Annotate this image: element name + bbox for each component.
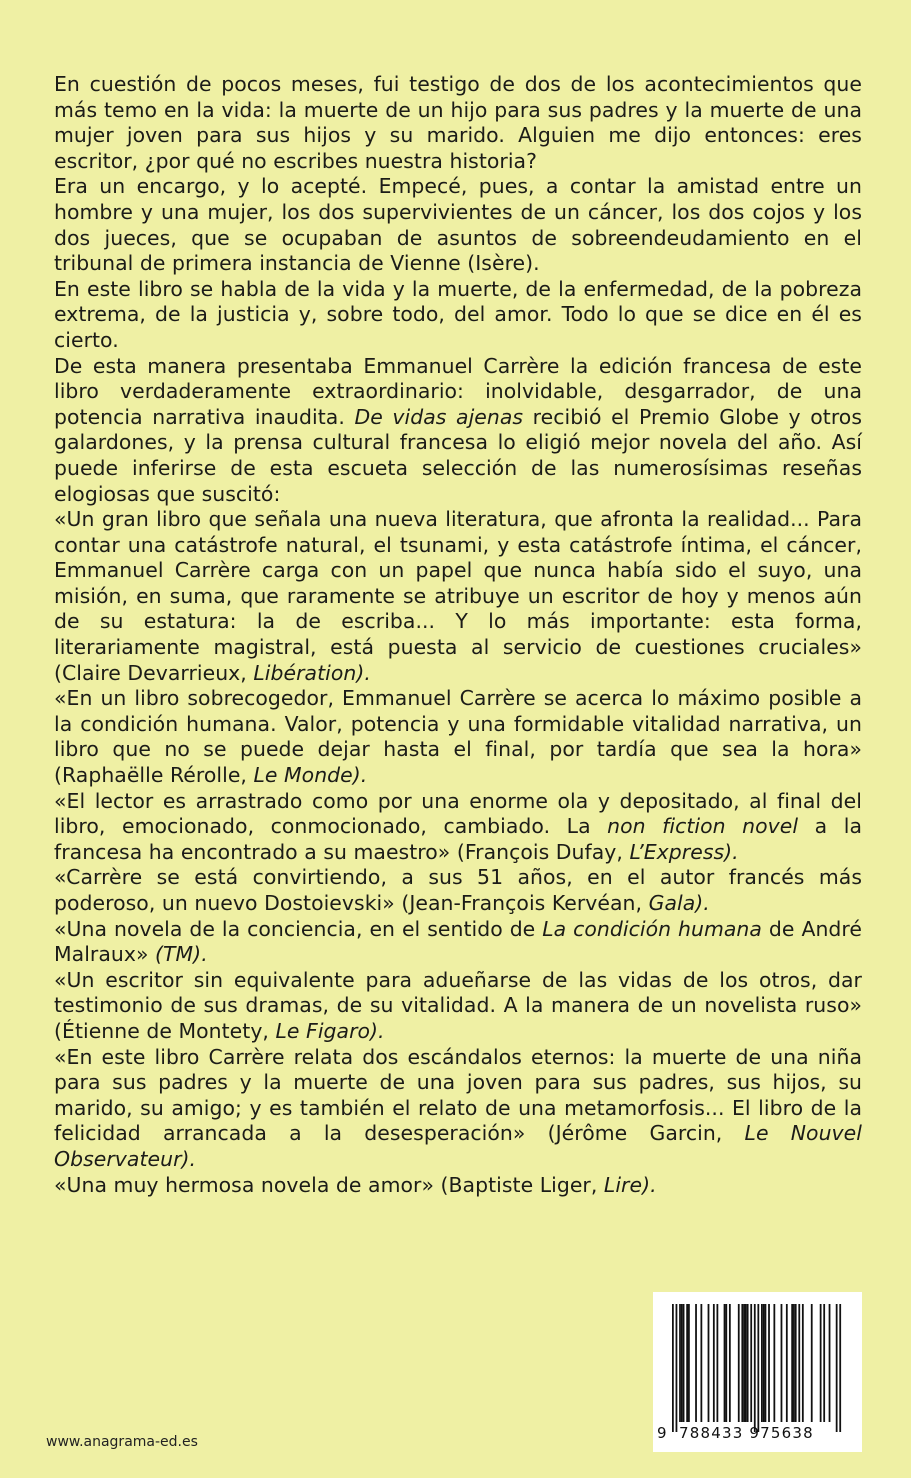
barcode-bar [708, 1304, 710, 1422]
text-run: «Carrère se está convirtiendo, a sus 51 años, en el autor francés más poderoso, un nuevo Dostoievski» (Jean-François Kervéan, [54, 865, 862, 915]
barcode-bar [676, 1304, 678, 1432]
text-run: Era un encargo, y lo acepté. Empecé, pues, a contar la amistad entre un hombre y una mujer, los dos supervivientes de un cáncer, los dos cojos y los dos jueces, que se ocupaban de asuntos de sobreendeudamiento en el tribunal de primera instancia de Vienne (Isère). [54, 174, 862, 276]
text-run: En cuestión de pocos meses, fui testigo de dos de los acontecimientos que más temo en la vida: la muerte de un hijo para sus padres y la muerte de una mujer joven para sus hijos y su marido. Alguien me dijo entonces: eres escritor, ¿por qué no escribes nuestra historia? [54, 72, 862, 173]
italic-text: La condición humana [542, 916, 762, 941]
barcode-bar [725, 1304, 727, 1422]
barcode-bar [750, 1304, 752, 1422]
text-run: «Una muy hermosa novela de amor» (Baptiste Liger, [54, 1172, 604, 1197]
text-run: recibió el Premio Globe y otros galardones, y la prensa cultural francesa lo eligió mejor novela del año. Así puede inferirse de esta escueta selección de las numerosísimas reseñas elogiosas que suscitó: [54, 404, 863, 506]
barcode-bar [754, 1304, 756, 1432]
barcode-bar [765, 1304, 767, 1422]
barcode-bar [717, 1304, 719, 1422]
italic-text: Le Monde). [253, 763, 368, 788]
barcode-bar [747, 1304, 749, 1422]
paragraph [54, 72, 862, 174]
italic-text: Le Nouvel Observateur). [54, 1121, 862, 1171]
paragraph [54, 789, 862, 866]
italic-text: Lire). [603, 1172, 657, 1197]
italic-text: Gala). [648, 891, 710, 915]
paragraph [54, 1045, 862, 1173]
barcode-bar [761, 1304, 763, 1422]
text-run: de André Malraux» [54, 916, 863, 967]
paragraph [54, 686, 862, 788]
text-run: «En un libro sobrecogedor, Emmanuel Carrère se acerca lo máximo posible a la condición humana. Valor, potencia y una formidable vitalidad narrativa, un libro que no se puede dejar hasta el final, por tardía que sea la hora» (Raphaëlle Rérolle, [54, 686, 862, 788]
back-cover-text [54, 72, 862, 1198]
barcode-bar [795, 1304, 797, 1422]
barcode-first-digit: 9 [657, 1424, 667, 1442]
text-run: «Un escritor sin equivalente para adueñarse de las vidas de los otros, dar testimonio de sus dramas, de su vitalidad. A la manera de un novelista ruso» (Étienne de Montety, [54, 967, 862, 1043]
paragraph [54, 968, 862, 1045]
italic-text: (TM). [155, 942, 208, 967]
barcode-bar [820, 1304, 822, 1422]
barcode-bar [713, 1304, 715, 1422]
paragraph [54, 354, 862, 508]
barcode-bar [679, 1304, 681, 1422]
barcode-bar [836, 1304, 838, 1432]
paragraph [54, 174, 862, 276]
italic-text: L’Express). [629, 839, 739, 864]
barcode-bar [791, 1304, 793, 1422]
barcode-bar [741, 1304, 743, 1422]
barcode [653, 1292, 862, 1452]
barcode-bar [757, 1304, 759, 1432]
barcode-bar [798, 1304, 800, 1422]
text-run: a la francesa ha encontrado a su maestro» (François Dufay, [54, 814, 862, 864]
paragraph [54, 1173, 862, 1199]
barcode-bar [745, 1304, 747, 1422]
text-run: «Un gran libro que señala una nueva literatura, que afronta la realidad... Para contar una catástrofe natural, el tsunami, y esta catástrofe íntima, el cáncer, Emmanuel Carrère carga con un papel que nunca había sido el suyo, una misión, en suma, que raramente se atribuye un escritor de hoy y menos aún de su estatura: la de escriba... Y lo más importante: esta forma, literariamente magistral, está puesta al servicio de cuestiones cruciales» (Claire Devarrieux, [54, 507, 862, 685]
publisher-website[interactable]: www.anagrama-ed.es [46, 1434, 198, 1450]
barcode-bar [768, 1304, 770, 1422]
barcode-bar [700, 1304, 702, 1422]
barcode-bar [839, 1304, 841, 1432]
barcode-bar [773, 1304, 775, 1422]
barcode-bar [683, 1304, 685, 1422]
barcode-bar [793, 1304, 795, 1422]
barcode-bar [688, 1304, 690, 1422]
barcode-digits: 788433 975638 [679, 1424, 814, 1442]
barcode-bar [729, 1304, 731, 1422]
paragraph [54, 865, 862, 916]
barcode-bar [743, 1304, 745, 1422]
barcode-bar [738, 1304, 740, 1422]
barcode-bar [724, 1304, 726, 1422]
barcode-bar [695, 1304, 697, 1422]
paragraph [54, 277, 862, 354]
text-run: «En este libro Carrère relata dos escándalos eternos: la muerte de una niña para sus padres y la muerte de una joven para sus padres, sus hijos, su marido, su amigo; y es también el relato de una metamorfosis... El libro de la felicidad arrancada a la desesperación» (Jérôme Garcin, [54, 1044, 862, 1146]
text-run: «Una novela de la conciencia, en el sentido de [54, 916, 543, 941]
barcode-bar [763, 1304, 765, 1422]
italic-text: Le Figaro). [275, 1018, 385, 1043]
barcode-bar [802, 1304, 804, 1422]
italic-text: De vidas ajenas [354, 404, 524, 429]
text-run: «El lector es arrastrado como por una enorme ola y depositado, al final del libro, emocionado, conmocionado, cambiado. La [54, 788, 862, 839]
paragraph [54, 507, 862, 686]
barcode-bar [786, 1304, 788, 1422]
italic-text: Libération). [253, 660, 371, 685]
barcode-bar [781, 1304, 783, 1422]
text-run: De esta manera presentaba Emmanuel Carrère la edición francesa de este libro verdaderamente extraordinario: inolvidable, desgarrador, de una potencia narrativa inaudita. [54, 353, 862, 429]
italic-text: non fiction novel [607, 814, 799, 839]
barcode-bar [686, 1304, 688, 1422]
barcode-bar [811, 1304, 813, 1422]
barcode-bar [829, 1304, 831, 1422]
barcode-bar [681, 1304, 683, 1422]
barcode-bar [823, 1304, 825, 1422]
paragraph [54, 917, 862, 968]
barcode-bar [672, 1304, 674, 1432]
text-run: En este libro se habla de la vida y la muerte, de la enfermedad, de la pobreza extrema, de la justicia y, sobre todo, del amor. Todo lo que se dice en él es cierto. [54, 276, 862, 352]
